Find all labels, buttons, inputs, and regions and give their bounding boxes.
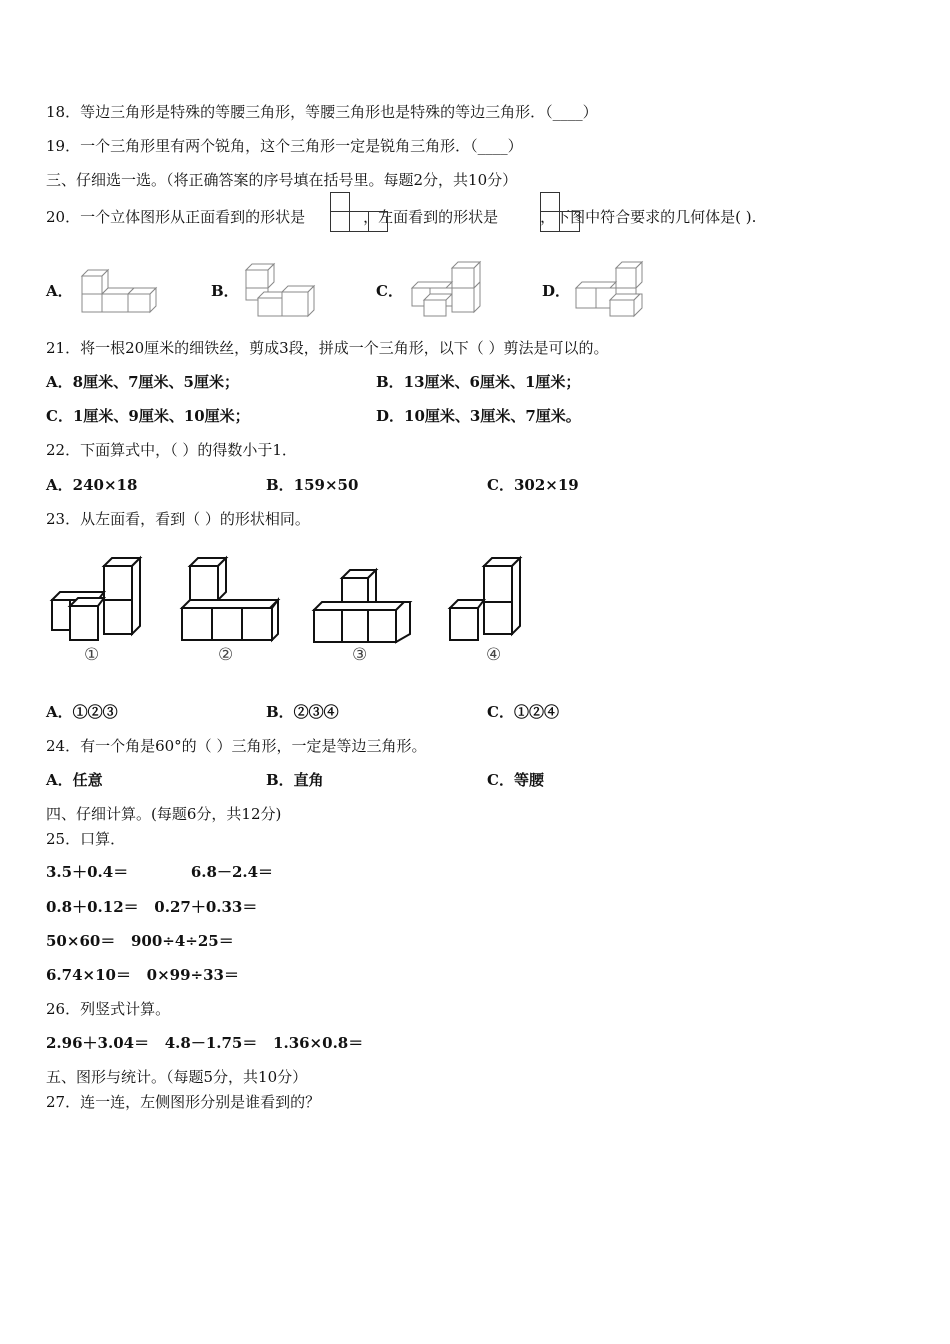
q22-option-a[interactable]: A．240×18 (46, 476, 138, 494)
section-3-heading: 三、仔细选一选。（将正确答案的序号填在括号里。每题2分，共10分） (46, 171, 518, 189)
q20-option-a[interactable]: A． (46, 282, 73, 300)
q23-option-c[interactable]: C．①②④ (487, 703, 559, 721)
q22-option-b[interactable]: B．159×50 (266, 476, 359, 494)
q25-row-1: 3.5＋0.4＝ 6.8－2.4＝ (46, 863, 274, 881)
q21-option-d[interactable]: D．10厘米、3厘米、7厘米。 (376, 407, 581, 425)
question-21: 21．将一根20厘米的细铁丝，剪成3段，拼成一个三角形，以下（ ）剪法是可以的。 (46, 339, 609, 357)
q23-label-3: ③ (352, 645, 368, 665)
q25-row-3: 50×60＝ 900÷4÷25＝ (46, 932, 234, 950)
q23-figure-1 (50, 558, 145, 642)
q21-option-a[interactable]: A．8厘米、7厘米、5厘米； (46, 373, 239, 391)
q24-option-c[interactable]: C．等腰 (487, 771, 544, 789)
q20-figure-d (574, 260, 654, 320)
q20-figure-b (244, 262, 324, 320)
q23-figure-2 (180, 558, 285, 642)
question-26: 26．列竖式计算。 (46, 1000, 171, 1018)
q25-row-2: 0.8＋0.12＝ 0.27＋0.33＝ (46, 898, 258, 916)
q23-option-a[interactable]: A．①②③ (46, 703, 118, 721)
q23-label-2: ② (218, 645, 234, 665)
q24-option-b[interactable]: B．直角 (266, 771, 324, 789)
q20-figure-a (78, 266, 158, 320)
question-20 (46, 207, 756, 227)
q20-text-3: ，下图中符合要求的几何体是( ). (540, 208, 757, 226)
question-24: 24．有一个角是60°的（ ）三角形，一定是等边三角形。 (46, 737, 427, 755)
question-27: 27．连一连，左侧图形分别是谁看到的？ (46, 1093, 321, 1111)
section-5-heading: 五、图形与统计。（每题5分，共10分） (46, 1068, 308, 1086)
left-view-shape (540, 192, 582, 234)
q25-row-4: 6.74×10＝ 0×99÷33＝ (46, 966, 239, 984)
q20-text-2: ，左面看到的形状是 (363, 208, 499, 226)
q22-option-c[interactable]: C．302×19 (487, 476, 579, 494)
section-4-heading: 四、仔细计算。(每题6分，共12分) (46, 805, 282, 823)
q23-label-4: ④ (486, 645, 502, 665)
q26-row: 2.96＋3.04＝ 4.8－1.75＝ 1.36×0.8＝ (46, 1034, 364, 1052)
q20-option-d[interactable]: D． (542, 282, 571, 300)
q21-option-c[interactable]: C．1厘米、9厘米、10厘米； (46, 407, 250, 425)
q21-option-b[interactable]: B．13厘米、6厘米、1厘米； (376, 373, 581, 391)
question-22: 22．下面算式中，（ ）的得数小于1． (46, 441, 297, 459)
q23-figure-4 (448, 558, 528, 642)
q20-option-c[interactable]: C． (376, 282, 403, 300)
question-18: 18．等边三角形是特殊的等腰三角形，等腰三角形也是特殊的等边三角形．（____） (46, 103, 598, 121)
question-23: 23．从左面看，看到（ ）的形状相同。 (46, 510, 310, 528)
q23-figure-3 (312, 568, 417, 644)
question-19: 19．一个三角形里有两个锐角，这个三角形一定是锐角三角形．（____） (46, 137, 523, 155)
q20-option-b[interactable]: B． (211, 282, 239, 300)
q23-option-b[interactable]: B．②③④ (266, 703, 339, 721)
q24-option-a[interactable]: A．任意 (46, 771, 103, 789)
q20-text-1: 20．一个立体图形从正面看到的形状是 (46, 208, 306, 226)
front-view-shape (330, 192, 390, 234)
left-view-figure (498, 213, 540, 227)
q20-figure-c (408, 260, 488, 320)
q23-label-1: ① (84, 645, 100, 665)
question-25: 25．口算． (46, 830, 126, 848)
